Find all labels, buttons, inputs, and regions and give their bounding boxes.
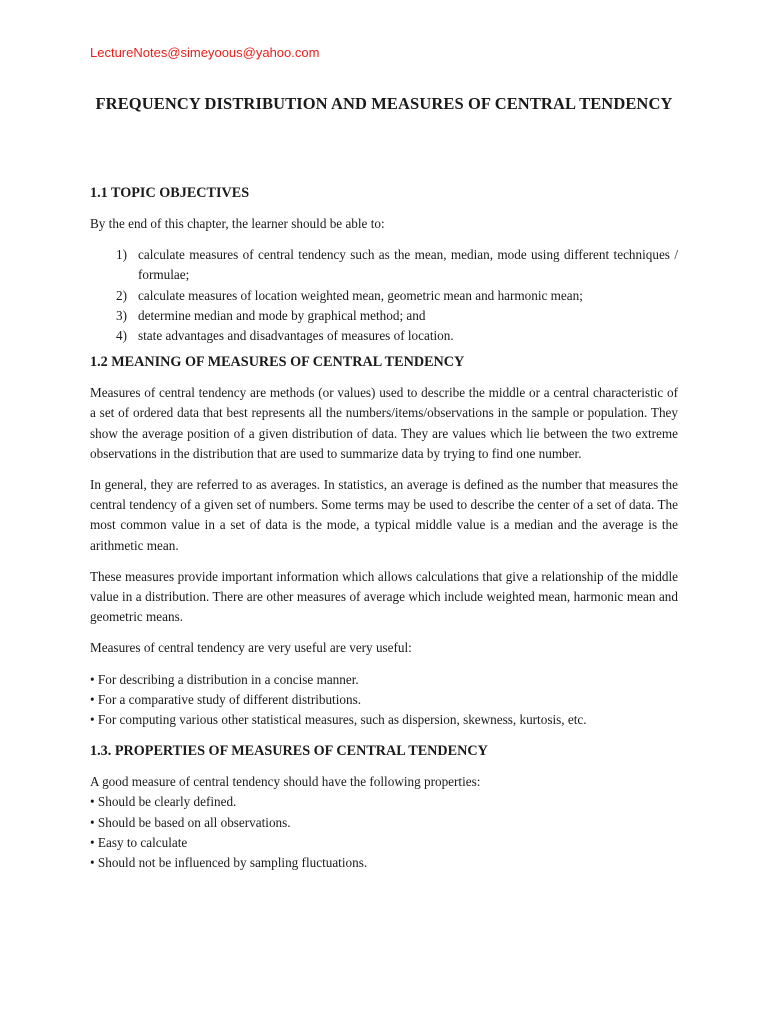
paragraph: Measures of central tendency are very useful are very useful: <box>90 640 412 656</box>
properties-list <box>90 792 678 873</box>
document-body <box>90 183 678 884</box>
section-heading-meaning: 1.2 MEANING OF MEASURES OF CENTRAL TENDENCY <box>90 354 465 371</box>
list-item: • Should not be influenced by sampling fluctuations. <box>90 855 368 871</box>
list-item: • Should be clearly defined. <box>90 794 237 810</box>
objective-text: state advantages and disadvantages of measures of location. <box>138 328 454 344</box>
objective-item <box>90 286 678 306</box>
section-heading-objectives: 1.1 TOPIC OBJECTIVES <box>90 185 250 201</box>
objective-number: 1) <box>116 247 127 263</box>
objective-text: determine median and mode by graphical method; and <box>138 307 426 323</box>
list-item: • For computing various other statistical measures, such as dispersion, skewness, kurtosis, etc. <box>90 712 587 728</box>
objective-item <box>90 306 678 326</box>
list-item: • For describing a distribution in a concise manner. <box>90 671 359 687</box>
usefulness-list <box>90 670 678 731</box>
section-heading-properties: 1.3. PROPERTIES OF MEASURES OF CENTRAL TENDENCY <box>90 743 488 760</box>
objective-number: 3) <box>116 307 127 323</box>
list-item: • Easy to calculate <box>90 834 188 850</box>
list-item: • For a comparative study of different distributions. <box>90 691 362 707</box>
properties-intro: A good measure of central tendency should have the following properties: <box>90 774 481 790</box>
paragraph: These measures provide important information which allows calculations that give a relationship of the middle value in a distribution. There are other measures of average which include weighted mean, harmonic mean and geometric means. <box>90 568 678 625</box>
objective-item <box>90 245 678 285</box>
objective-number: 2) <box>116 287 127 303</box>
author-email: LectureNotes@simeyoous@yahoo.com <box>90 45 320 60</box>
objectives-intro: By the end of this chapter, the learner should be able to: <box>90 216 385 231</box>
objectives-list <box>90 245 678 346</box>
document-title: FREQUENCY DISTRIBUTION AND MEASURES OF CENTRAL TENDENCY <box>95 94 673 113</box>
objective-number: 4) <box>116 328 127 344</box>
paragraph: Measures of central tendency are methods (or values) used to describe the middle or a central characteristic of a set of ordered data that best represents all the numbers/items/observations in the sample or population. They show the average position of a given distribution of data. They are values which lie between the two extreme observations in the distribution that are used to summarize data by trying to find one number. <box>90 385 678 461</box>
list-item: • Should be based on all observations. <box>90 814 291 830</box>
objective-text: calculate measures of central tendency such as the mean, median, mode using different techniques / formulae; <box>138 247 678 283</box>
objective-text: calculate measures of location weighted mean, geometric mean and harmonic mean; <box>138 287 583 303</box>
paragraph: In general, they are referred to as averages. In statistics, an average is defined as the number that measures the central tendency of a given set of numbers. Some terms may be used to describe the center of a set of data. The most common value in a set of data is the mode, a typical middle value is a median and the average is the arithmetic mean. <box>90 477 678 553</box>
objective-item <box>90 326 678 346</box>
